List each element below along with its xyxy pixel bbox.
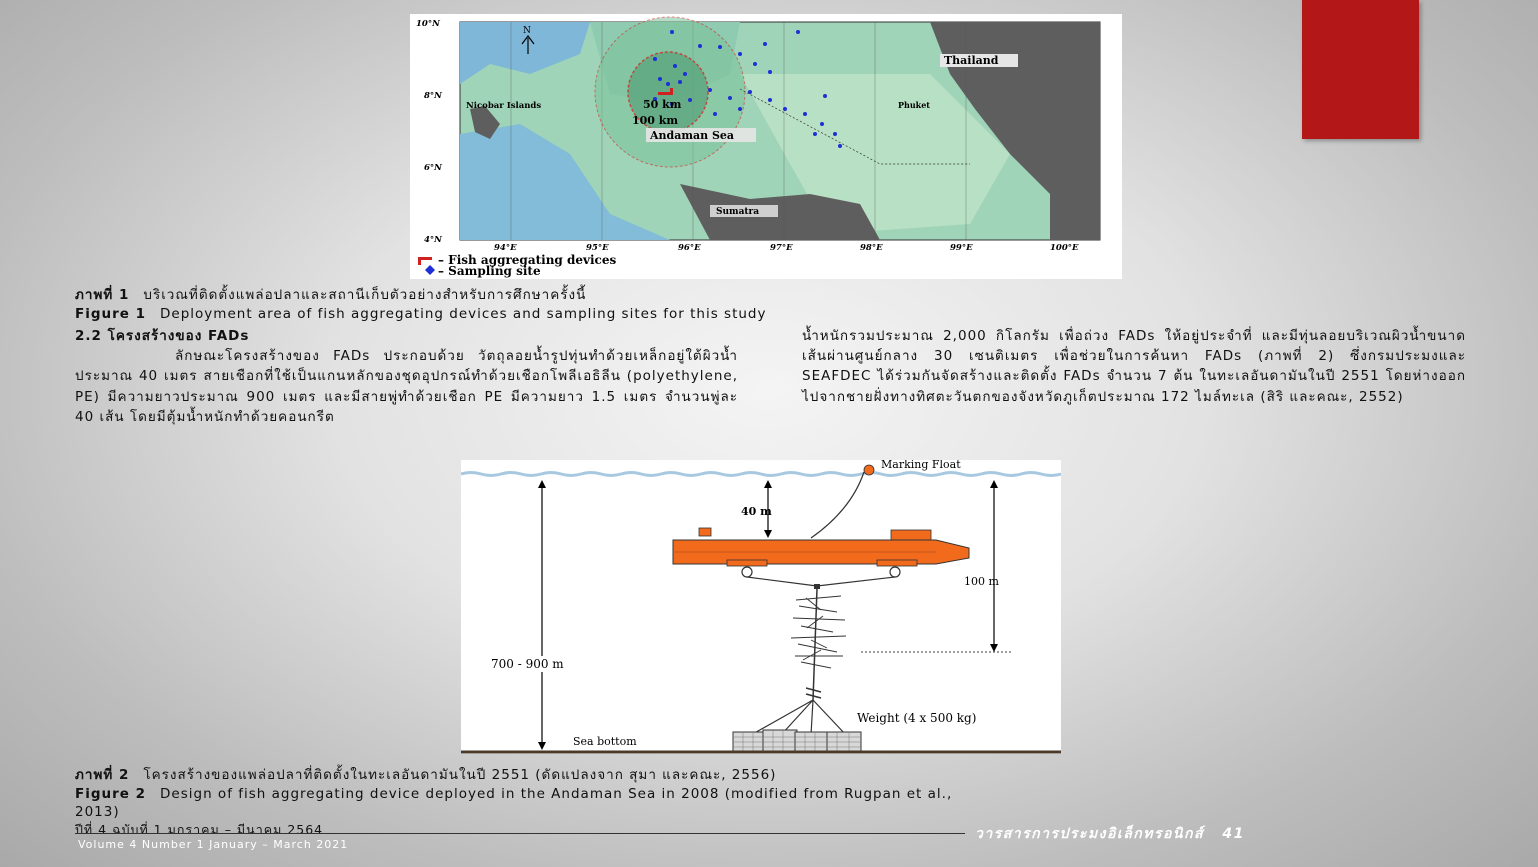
caption-label: ภาพที่ 2 — [75, 767, 130, 783]
caption-text: บริเวณที่ติดตั้งแพล่อปลาและสถานีเก็บตัวอย่างสำหรับการศึกษาครั้งนี้ — [143, 287, 587, 303]
label-sea-bottom: Sea bottom — [573, 735, 637, 748]
footer-journal — [975, 823, 1245, 845]
figure-2-caption-en — [75, 785, 952, 803]
legend-fad: – Fish aggregating devices — [438, 253, 617, 267]
legend-site: – Sampling site — [438, 264, 541, 278]
site-legend-icon — [425, 265, 435, 275]
lon-label: 99°E — [950, 243, 973, 253]
lon-label: 97°E — [770, 243, 793, 253]
caption-text: Deployment area of fish aggregating devices and sampling sites for this study — [160, 306, 767, 322]
fad-design-diagram — [461, 460, 1061, 754]
figure-1-caption-th — [75, 286, 586, 304]
caption-label: Figure 2 — [75, 786, 147, 802]
body-paragraph: ลักษณะโครงสร้างของ FADs ประกอบด้วย วัตถุลอยน้ำรูปทุ่นทำด้วยเหล็กอยู่ใต้ผิวน้ำประมาณ 40 เมตร สายเชือกที่ใช้เป็นแกนหลักของชุดอุปกรณ์ทำด้วยเชือกโพลีเอธิลีน (polyethylene, PE) มีความยาวประมาณ 900 เมตร และมีสายพู่ทำด้วยเชือก PE มีความยาว 1.5 เมตร จำนวนพู่ละ 40 เส้น โดยมีตุ้มน้ำหนักทำด้วยคอนกรีต — [75, 348, 738, 425]
label-nicobar: Nicobar Islands — [466, 101, 542, 111]
caption-label: Figure 1 — [75, 306, 147, 322]
body-paragraph: น้ำหนักรวมประมาณ 2,000 กิโลกรัม เพื่อถ่วง FADs ให้อยู่ประจำที่ และมีทุ่นลอยบริเวณผิวน้ำขนาดเส้นผ่านศูนย์กลาง 30 เซนติเมตร เพื่อช่วยในการค้นหา FADs (ภาพที่ 2) ซึ่งกรมประมงและ SEAFDEC ได้ร่วมกันจัดสร้างและติดตั้ง FADs จำนวน 7 ต้น ในทะเลอันดามันในปี 2551 โดยห่างออกไปจากชายฝั่งทางทิศตะวันตกของจังหวัดภูเก็ตประมาณ 172 ไมล์ทะเล (สิริ และคณะ, 2552) — [802, 328, 1466, 405]
marking-float-icon — [864, 465, 874, 475]
label-marking-float: Marking Float — [881, 460, 961, 471]
concrete-weights — [733, 730, 861, 752]
journal-name: วารสารการประมงอิเล็กทรอนิกส์ — [975, 826, 1205, 842]
figure-2-caption-en-cont: 2013) — [75, 804, 120, 820]
footer-issue: ปีที่ 4 ฉบับที่ 1 มกราคม – มีนาคม 2564 — [75, 822, 324, 837]
label-sumatra: Sumatra — [716, 207, 760, 217]
lon-label: 94°E — [494, 243, 517, 253]
caption-text: โครงสร้างของแพล่อปลาที่ติดตั้งในทะเลอันดามันในปี 2551 (ดัดแปลงจาก สุมา และคณะ, 2556) — [143, 767, 777, 783]
lat-label: 6°N — [424, 163, 442, 173]
section-heading: 2.2 โครงสร้างของ FADs — [75, 328, 250, 344]
caption-label: ภาพที่ 1 — [75, 287, 130, 303]
lon-label: 96°E — [678, 243, 701, 253]
decorative-red-tab — [1302, 0, 1419, 139]
body-left-column — [75, 326, 738, 427]
lon-label: 100°E — [1050, 243, 1079, 253]
label-andaman-sea: Andaman Sea — [650, 129, 735, 142]
label-100m: 100 m — [964, 575, 999, 588]
label-weight: Weight (4 x 500 kg) — [857, 711, 977, 725]
sea-surface — [461, 473, 1061, 476]
label-40m: 40 m — [741, 505, 772, 518]
lat-label: 10°N — [416, 19, 440, 29]
caption-text: Design of fish aggregating device deployed in the Andaman Sea in 2008 (modified from Rugpan et al., — [160, 786, 953, 802]
lon-label: 98°E — [860, 243, 883, 253]
label-total-depth: 700 - 900 m — [491, 657, 564, 671]
footer-divider — [75, 833, 965, 834]
body-right-column — [802, 326, 1466, 407]
lon-label: 95°E — [586, 243, 609, 253]
lat-label: 8°N — [424, 91, 442, 101]
label-phuket: Phuket — [898, 100, 930, 110]
figure-1-caption-en — [75, 305, 766, 323]
label-range-100: 100 km — [632, 114, 679, 127]
label-range-50: 50 km — [643, 98, 682, 111]
lat-label: 4°N — [424, 235, 442, 245]
label-thailand: Thailand — [944, 54, 999, 67]
page-number: 41 — [1222, 826, 1245, 842]
north-label: N — [523, 26, 531, 36]
footer-volume: Volume 4 Number 1 January – March 2021 — [78, 838, 349, 851]
figure-2-caption-th — [75, 766, 776, 784]
deployment-map — [410, 14, 1122, 279]
